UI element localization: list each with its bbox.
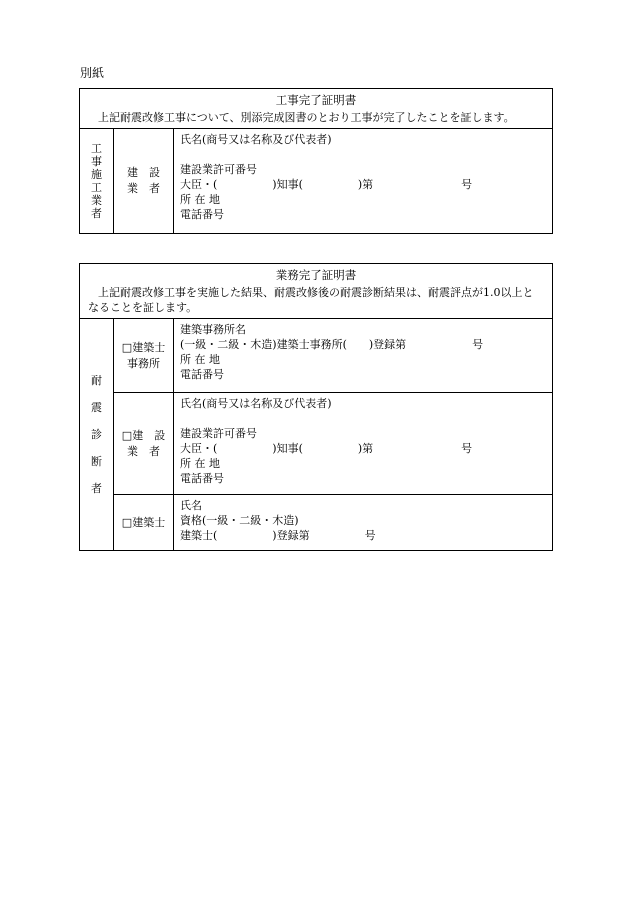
architect-qualification-line: 資格(一級・二級・木造) (180, 514, 299, 527)
diag-contractor-address-label: 所 在 地 (180, 457, 220, 470)
diag-contractor-license-label: 建設業許可番号 (180, 427, 257, 440)
contractor-side-label-cell (80, 129, 114, 234)
construction-certificate-statement: 上記耐震改修工事について、別添完成図書のとおり工事が完了したことを証します。 (98, 111, 515, 124)
contractor-license-label: 建設業許可番号 (180, 163, 257, 176)
architect-category: □建築士 (121, 515, 166, 529)
contractor-license-line: 大臣・( )知事( )第 号 (180, 178, 473, 191)
diag-contractor-details (174, 393, 553, 495)
diagnostician-side-label-cell (80, 319, 114, 551)
construction-certificate-header (80, 89, 553, 129)
architect-registration-line: 建築士( )登録第 号 (180, 529, 376, 542)
office-registration-line: (一級・二級・木造)建築士事務所( )登録第 号 (180, 338, 484, 351)
work-certificate-statement: 上記耐震改修工事を実施した結果、耐震改修後の耐震診断結果は、耐震評点が1.0以上となることを証します。 (88, 286, 534, 314)
office-phone-label: 電話番号 (180, 368, 224, 381)
diag-contractor-phone-label: 電話番号 (180, 472, 224, 485)
work-completion-certificate (79, 263, 553, 551)
architect-details (174, 495, 553, 551)
architect-name-label: 氏名 (180, 499, 202, 512)
diag-contractor-category-cell (114, 393, 174, 495)
diag-contractor-category-line1: □建 設 (121, 428, 166, 442)
work-certificate-title: 業務完了証明書 (275, 268, 357, 282)
work-certificate-header (80, 264, 553, 319)
office-address-label: 所 在 地 (180, 353, 220, 366)
contractor-category-cell (114, 129, 174, 234)
office-category-line2: 事務所 (127, 356, 160, 370)
office-category-cell (114, 319, 174, 393)
contractor-category-line1: 建 設 (127, 166, 160, 179)
contractor-side-label: 工事施工業者 (91, 141, 102, 220)
office-details (174, 319, 553, 393)
contractor-details (174, 129, 553, 234)
construction-certificate-title: 工事完了証明書 (275, 93, 357, 107)
contractor-category-line2: 業 者 (127, 182, 160, 195)
contractor-name-line: 氏名(商号又は名称及び代表者) (180, 133, 332, 146)
contractor-phone-label: 電話番号 (180, 208, 224, 221)
architect-category-cell (114, 495, 174, 551)
diag-contractor-category-line2: 業 者 (127, 444, 160, 458)
diag-contractor-name-line: 氏名(商号又は名称及び代表者) (180, 397, 332, 410)
attachment-label: 別紙 (80, 66, 105, 80)
contractor-address-label: 所 在 地 (180, 193, 220, 206)
office-name-label: 建築事務所名 (180, 323, 246, 336)
office-category-line1: □建築士 (121, 340, 166, 354)
construction-completion-certificate (79, 88, 553, 234)
diagnostician-side-label: 耐震診断者 (91, 374, 102, 495)
diag-contractor-license-line: 大臣・( )知事( )第 号 (180, 442, 473, 455)
